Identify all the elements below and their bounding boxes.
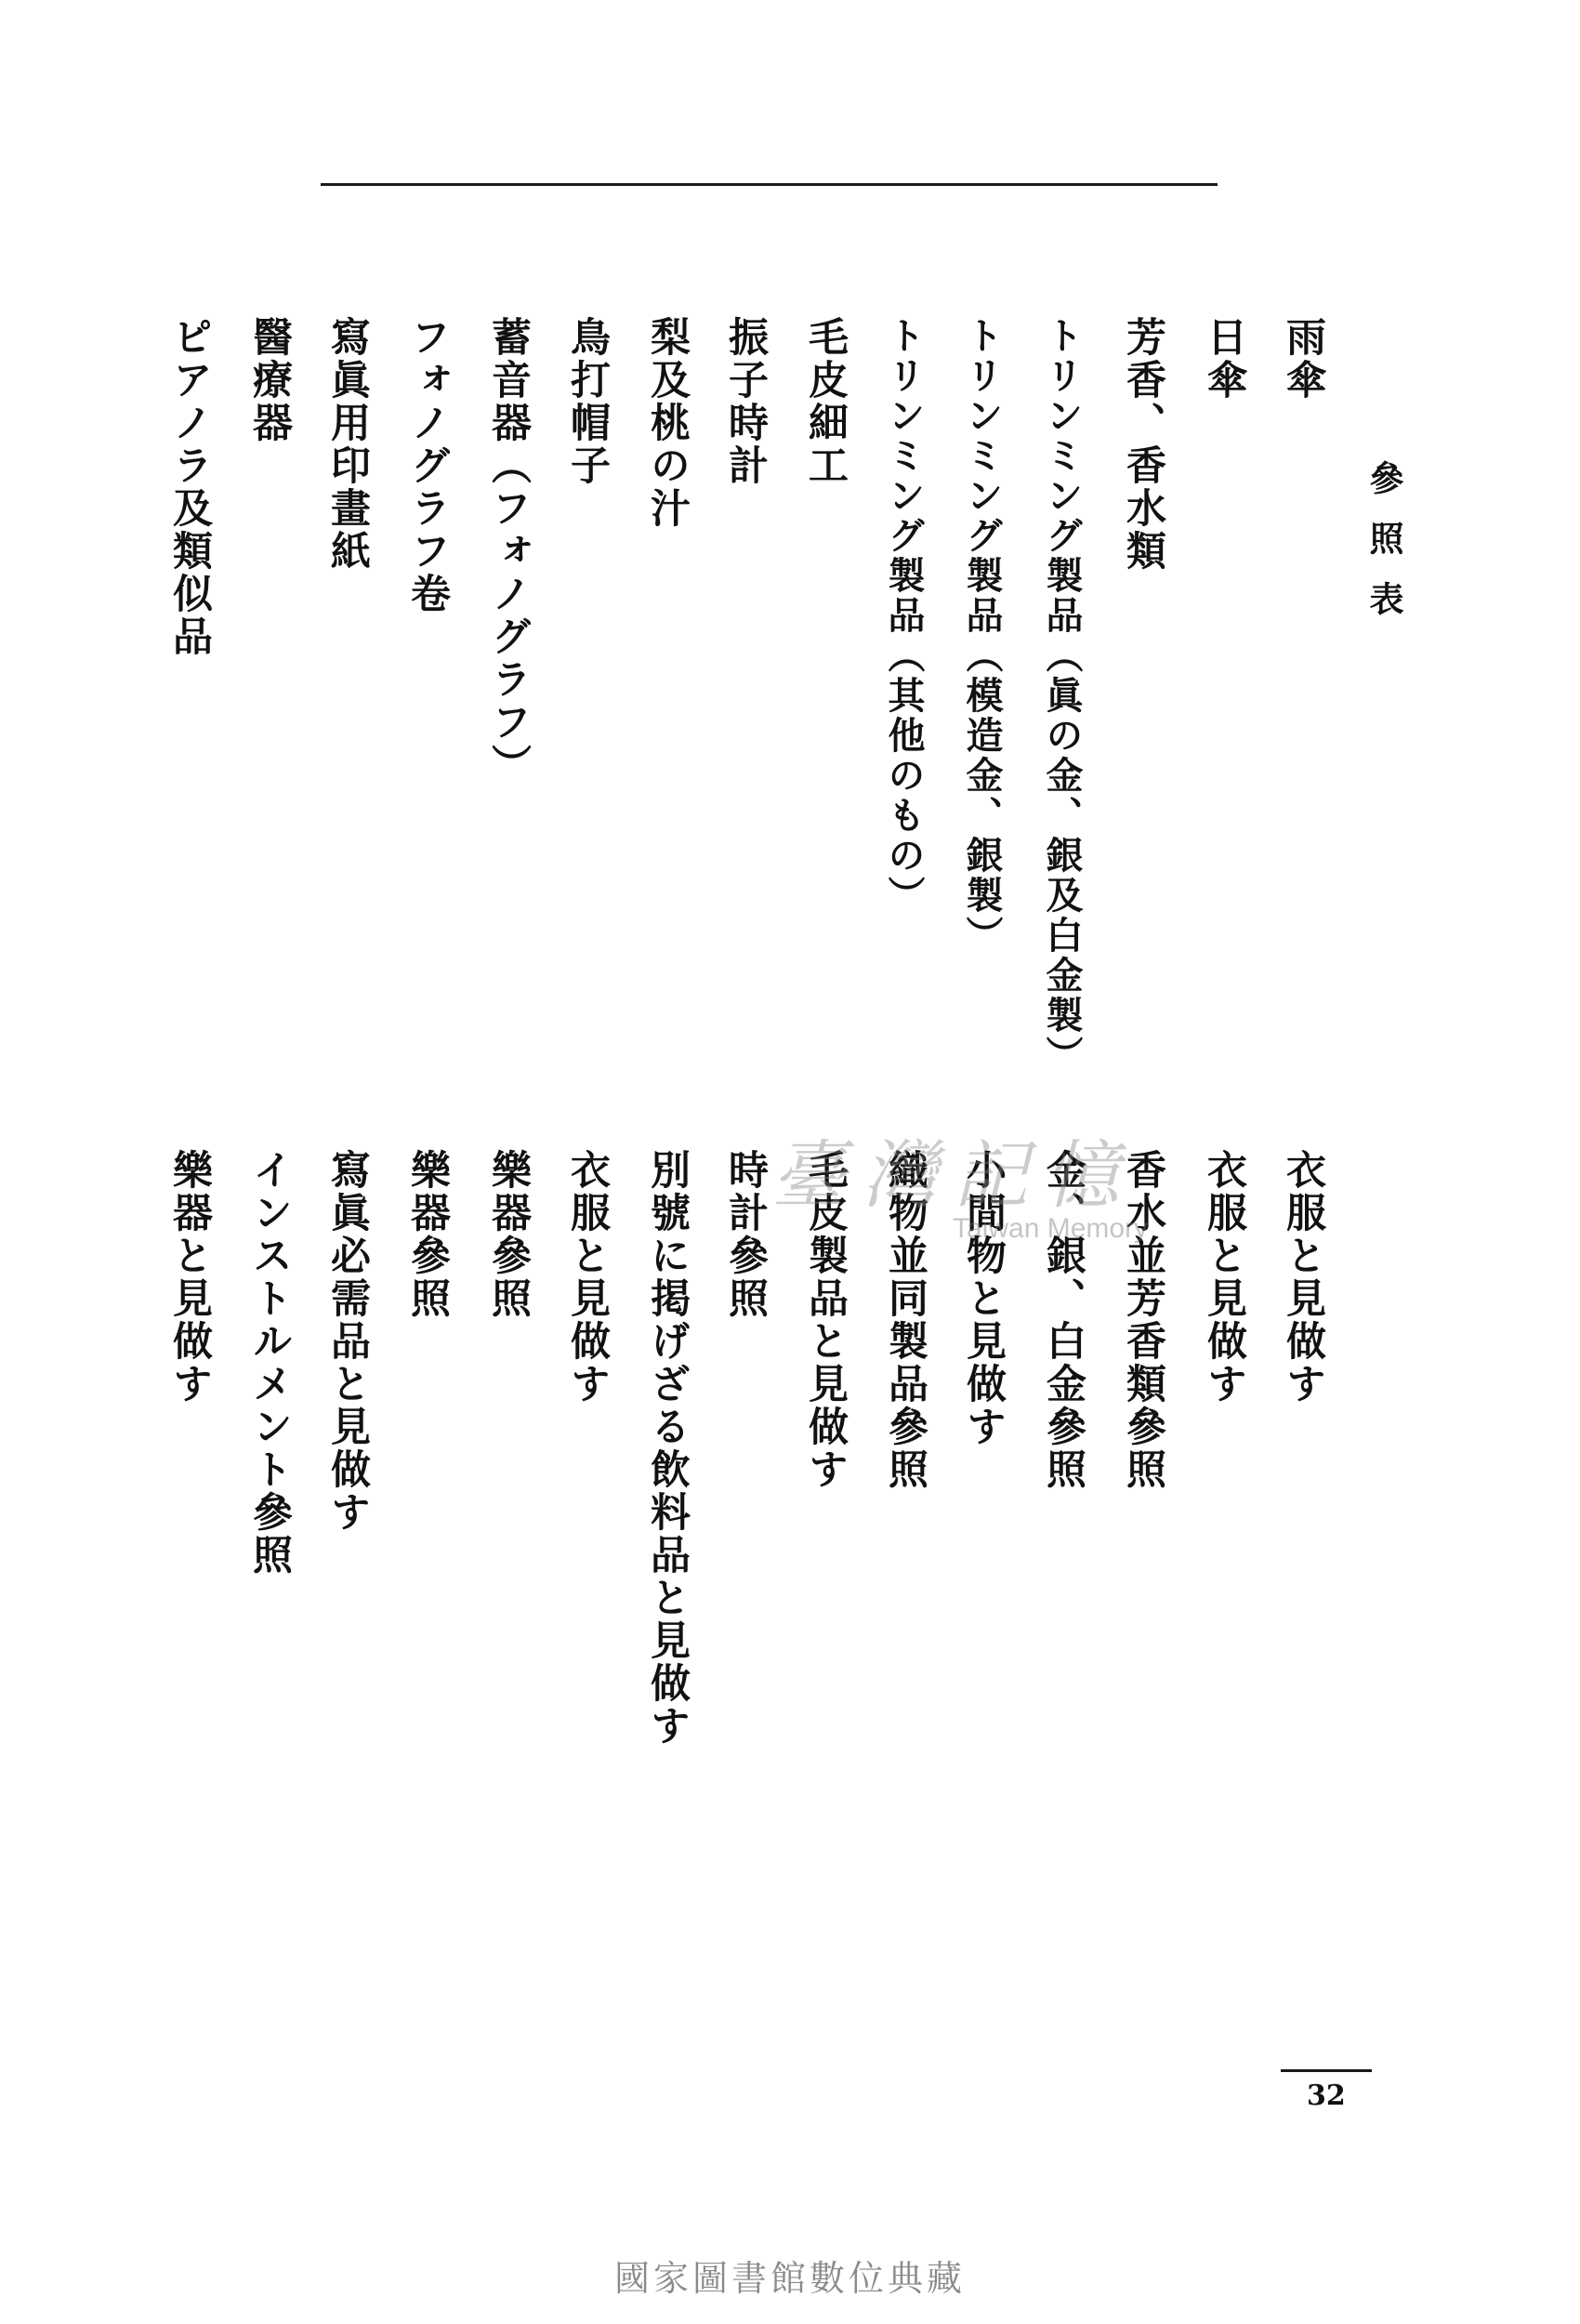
entry-ref-13: 寫眞必需品と見做す — [324, 1149, 371, 1534]
entry-term-15: ピアノラ及類似品 — [166, 316, 213, 658]
entry-ref-5: 小間物と見做す — [960, 1149, 1007, 1448]
watermark-sub: Taiwan Memory — [953, 1213, 1149, 1244]
entry-ref-11: 樂器參照 — [485, 1149, 532, 1320]
entry-ref-7: 毛皮製品と見做す — [802, 1149, 849, 1491]
entry-term-12: フォノグラフ卷 — [404, 316, 451, 615]
entry-ref-6: 織物並同製品參照 — [882, 1149, 928, 1491]
top-rule — [321, 183, 1218, 186]
entry-term-14: 醫療器 — [246, 316, 293, 444]
entry-term-6: トリンミング製品（其他のもの） — [882, 316, 926, 916]
page-number-rule — [1281, 2069, 1372, 2072]
page-title: 參照表 — [1363, 460, 1404, 641]
entry-ref-1: 衣服と見做す — [1280, 1149, 1326, 1406]
entry-ref-2: 衣服と見做す — [1201, 1149, 1247, 1406]
entry-ref-14: インストルメント參照 — [246, 1149, 293, 1577]
entry-term-13: 寫眞用印畫紙 — [324, 316, 371, 573]
entry-ref-4: 金、銀、白金參照 — [1040, 1149, 1086, 1491]
entry-term-4: トリンミング製品（眞の金、銀及白金製） — [1040, 316, 1084, 1076]
entry-term-5: トリンミング製品（模造金、銀製） — [960, 316, 1004, 956]
entry-ref-3: 香水並芳香類參照 — [1120, 1149, 1166, 1491]
entry-term-7: 毛皮細工 — [802, 316, 849, 487]
entry-term-2: 日傘 — [1201, 316, 1247, 402]
entry-term-10: 鳥打帽子 — [564, 316, 611, 487]
entry-term-11: 蓄音器（フォノグラフ） — [485, 316, 532, 786]
entry-term-9: 梨及桃の汁 — [644, 316, 691, 530]
entry-term-8: 振子時計 — [722, 316, 769, 487]
entry-ref-8: 時計參照 — [722, 1149, 769, 1320]
entry-ref-10: 衣服と見做す — [564, 1149, 611, 1406]
footer-collection-label: 國家圖書館數位典藏 — [613, 2258, 966, 2299]
watermark-main: 臺灣記憶 — [771, 1132, 1136, 1219]
entry-term-3: 芳香、香水類 — [1120, 316, 1166, 573]
entry-term-1: 雨傘 — [1280, 316, 1326, 402]
entry-ref-15: 樂器と見做す — [166, 1149, 213, 1406]
entry-ref-9: 別號に掲げざる飲料品と見做す — [644, 1149, 691, 1748]
page-number: 32 — [1307, 2080, 1346, 2112]
entry-ref-12: 樂器參照 — [404, 1149, 451, 1320]
